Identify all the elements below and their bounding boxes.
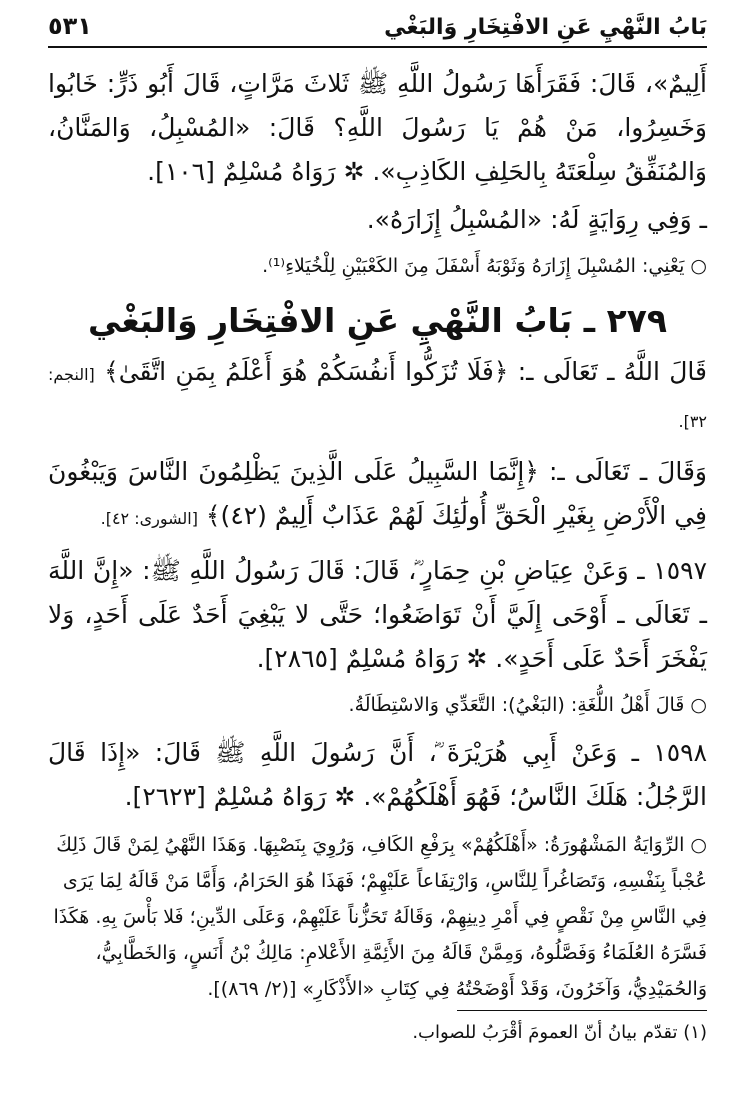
paragraph-hadith-continuation: أَلِيمٌ»، قَالَ: فَقَرَأَهَا رَسُولُ اللَّهِ ﷺ ثَلاثَ مَرَّاتٍ، قَالَ أَبُو ذَرٍّ: خَابُوا وَخَسِرُوا، مَنْ هُمْ يَا رَسُولَ اللَّهِ؟ قَالَ: «المُسْبِلُ، وَالمَنَّانُ، وَالمُنَفِّقُ سِلْعَتَهُ بِالحَلِفِ الكَاذِبِ». ✲ رَوَاهُ مُسْلِمٌ [١٠٦]. (48, 69, 707, 186)
hadith-1598: ١٥٩٨ ـ وَعَنْ أَبِي هُرَيْرَةَ ؓ، أَنَّ رَسُولَ اللَّهِ ﷺ قَالَ: «إِذَا قَالَ الرَّجُلُ: هَلَكَ النَّاسُ؛ فَهُوَ أَهْلَكُهُمْ». ✲ رَوَاهُ مُسْلِمٌ [٢٦٢٣]. (48, 738, 707, 811)
page-number: ٥٣١ (48, 12, 92, 40)
chapter-heading: ٢٧٩ ـ بَابُ النَّهْيِ عَنِ الافْتِخَارِ وَالبَغْي (87, 301, 667, 340)
verse-citation: [الشورى: ٤٢]. (100, 509, 198, 528)
commentary-note: ○ يَعْنِي: المُسْبِلَ إِزَارَهُ وَثَوْبَهُ أَسْفَلَ مِنَ الكَعْبَيْنِ لِلْخُيَلاءِ⁽¹⁾. (262, 255, 707, 277)
page-header (48, 6, 707, 48)
footnote-text: تقدّم بيانُ أنّ العمومَ أقْرَبُ للصواب. (412, 1022, 678, 1043)
footnote-divider (457, 1010, 707, 1011)
paragraph-narration-variant: ـ وَفِي رِوَايَةٍ لَهُ: «المُسْبِلُ إِزَارَهُ». (366, 205, 707, 234)
quran-verse-2 (48, 450, 707, 541)
commentary-note: ○ الرِّوَايَةُ المَشْهُورَةُ: «أَهْلَكُهُمْ» بِرَفْعِ الكَافِ، وَرُوِيَ بِنَصْبِهَا. وَهَذَا النَّهْيُ لِمَنْ قَالَ ذَلِكَ عُجْباً بِنَفْسِهِ، وَتَصَاغُراً لِلنَّاسِ، وَارْتِفَاعاً عَلَيْهِمْ؛ فَهَذَا هُوَ الحَرَامُ، وَأَمَّا مَنْ قَالَهُ لِمَا يَرَى فِي النَّاسِ مِنْ نَقْصٍ فِي أَمْرِ دِينِهِمْ، وَقَالَهُ تَحَزُّناً عَلَيْهِمْ، وَعَلَى الدِّينِ؛ فَلا بَأْسَ بِهِ. هَكَذَا فَسَّرَهُ العُلَمَاءُ وَفَصَّلُوهُ، وَمِمَّنْ قَالَهُ مِنَ الأَئِمَّةِ الأَعْلامِ: مَالِكُ بْنُ أَنَسٍ، وَالخَطَّابِيُّ، وَالحُمَيْدِيُّ، وَآخَرُونَ، وَقَدْ أَوْضَحْتُهُ فِي كِتَابِ «الأَذْكَارِ» [(٢/ ٨٦٩)]. (53, 834, 707, 1000)
verse-text: قَالَ اللَّهُ ـ تَعَالَى ـ: ﴿فَلَا تُزَكُّوا أَنفُسَكُمْ هُوَ أَعْلَمُ بِمَنِ اتَّقَىٰ﴾ (104, 357, 708, 386)
commentary-note: ○ قَالَ أَهْلُ اللُّغَةِ: (البَغْيُ): التَّعَدِّي وَالاسْتِطَالَةُ. (348, 694, 707, 716)
footnotes (48, 1010, 707, 1047)
page-body (48, 62, 707, 1007)
hadith-1597: ١٥٩٧ ـ وَعَنْ عِيَاضِ بْنِ حِمَارٍ ؓ، قَالَ: قَالَ رَسُولُ اللَّهِ ﷺ: «إِنَّ اللَّهَ ـ تَعَالَى ـ أَوْحَى إِلَيَّ أَنْ تَوَاضَعُوا؛ حَتَّى لا يَبْغِيَ أَحَدٌ عَلَى أَحَدٍ، وَلا يَفْخَرَ أَحَدٌ عَلَى أَحَدٍ». ✲ رَوَاهُ مُسْلِمٌ [٢٨٦٥]. (48, 556, 707, 673)
footnote-1 (48, 1019, 707, 1047)
running-title: بَابُ النَّهْيِ عَنِ الافْتِخَارِ وَالبَغْي (384, 15, 707, 40)
footnote-marker: (١) (683, 1022, 707, 1043)
verse-text: وَقَالَ ـ تَعَالَى ـ: ﴿إِنَّمَا السَّبِيلُ عَلَى الَّذِينَ يَظْلِمُونَ النَّاسَ وَيَبْغُونَ فِي الْأَرْضِ بِغَيْرِ الْحَقِّ أُولَٰئِكَ لَهُمْ عَذَابٌ أَلِيمٌ (٤٢)﴾ (48, 457, 707, 530)
verse-citation: [النجم: ٣٢]. (48, 365, 707, 431)
quran-verse-1 (48, 350, 707, 444)
